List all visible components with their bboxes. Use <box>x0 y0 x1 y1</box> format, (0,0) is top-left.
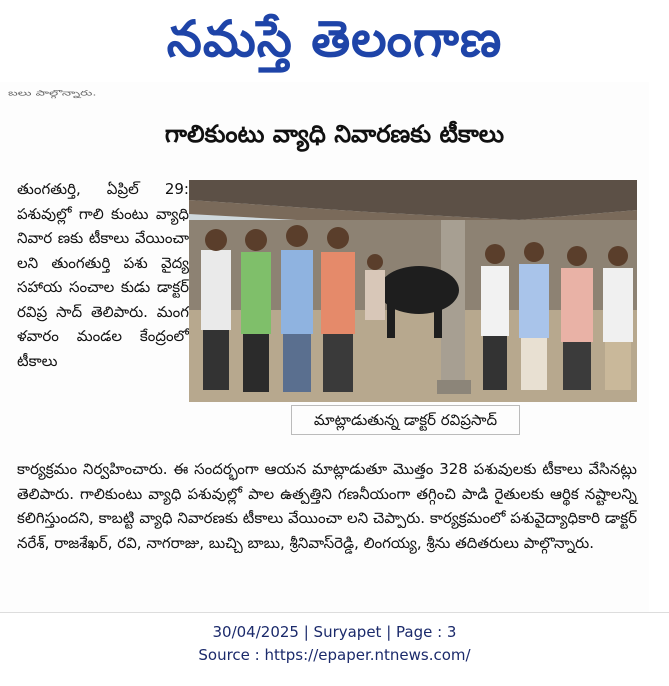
article-headline: గాలికుంటు వ్యాధి నివారణకు టీకాలు <box>164 120 505 148</box>
article-full-width-text: కార్యక్రమం నిర్వహించారు. ఈ సందర్భంగా ఆయన మాట్లాడుతూ మొత్తం 328 పశువులకు టీకాలు వేసినట్లు తెలిపారు. గాలికుంటు వ్యాధి పశువుల్లో పాల ఉత్పత్తిని గణనీయంగా తగ్గించి పాడి రైతులకు ఆర్థిక నష్టాలన్ని కలిగిస్తుందని, కాబట్టి వ్యాధి నివారణకు టీకాలు వేయించా లని చెప్పారు. కార్యక్రమంలో పశువైద్యాధికారి డాక్టర్ నరేశ్, రాజశేఖర్, రవి, నాగరాజు, బుచ్చి బాబు, శ్రీనివాస్‌రెడ్డి, లింగయ్య, శ్రీను తదితరులు పాల్గొన్నారు. <box>17 460 637 552</box>
edition-info: 30/04/2025 | Suryapet | Page : 3 <box>212 623 457 641</box>
source-url[interactable]: Source : https://epaper.ntnews.com/ <box>198 646 471 664</box>
article-photo <box>189 180 637 402</box>
masthead <box>0 0 669 82</box>
left-column-text: తుంగతుర్తి, ఏప్రిల్ 29: పశువుల్లో గాలి కుంటు వ్యాధి నివార ణకు టీకాలు వేయించా లని తుంగతుర్తి పశు వైద్య సహాయ సంచాల కుడు డాక్టర్ రవిప్ర సాద్ తెలిపారు. మంగ ళవారం మండల కేంద్రంలో టీకాలు <box>17 180 189 370</box>
next-article-cut-line <box>60 592 580 604</box>
newspaper-logo: నమస్తే తెలంగాణ <box>166 10 503 68</box>
photo-illustration <box>189 180 637 402</box>
divider <box>0 612 669 613</box>
article-left-column <box>17 177 189 373</box>
previous-article-cut-line: బలు పాల్గొన్నారు. <box>8 90 97 98</box>
photo-caption: మాట్లాడుతున్న డాక్టర్ రవిప్రసాద్ <box>291 405 520 435</box>
